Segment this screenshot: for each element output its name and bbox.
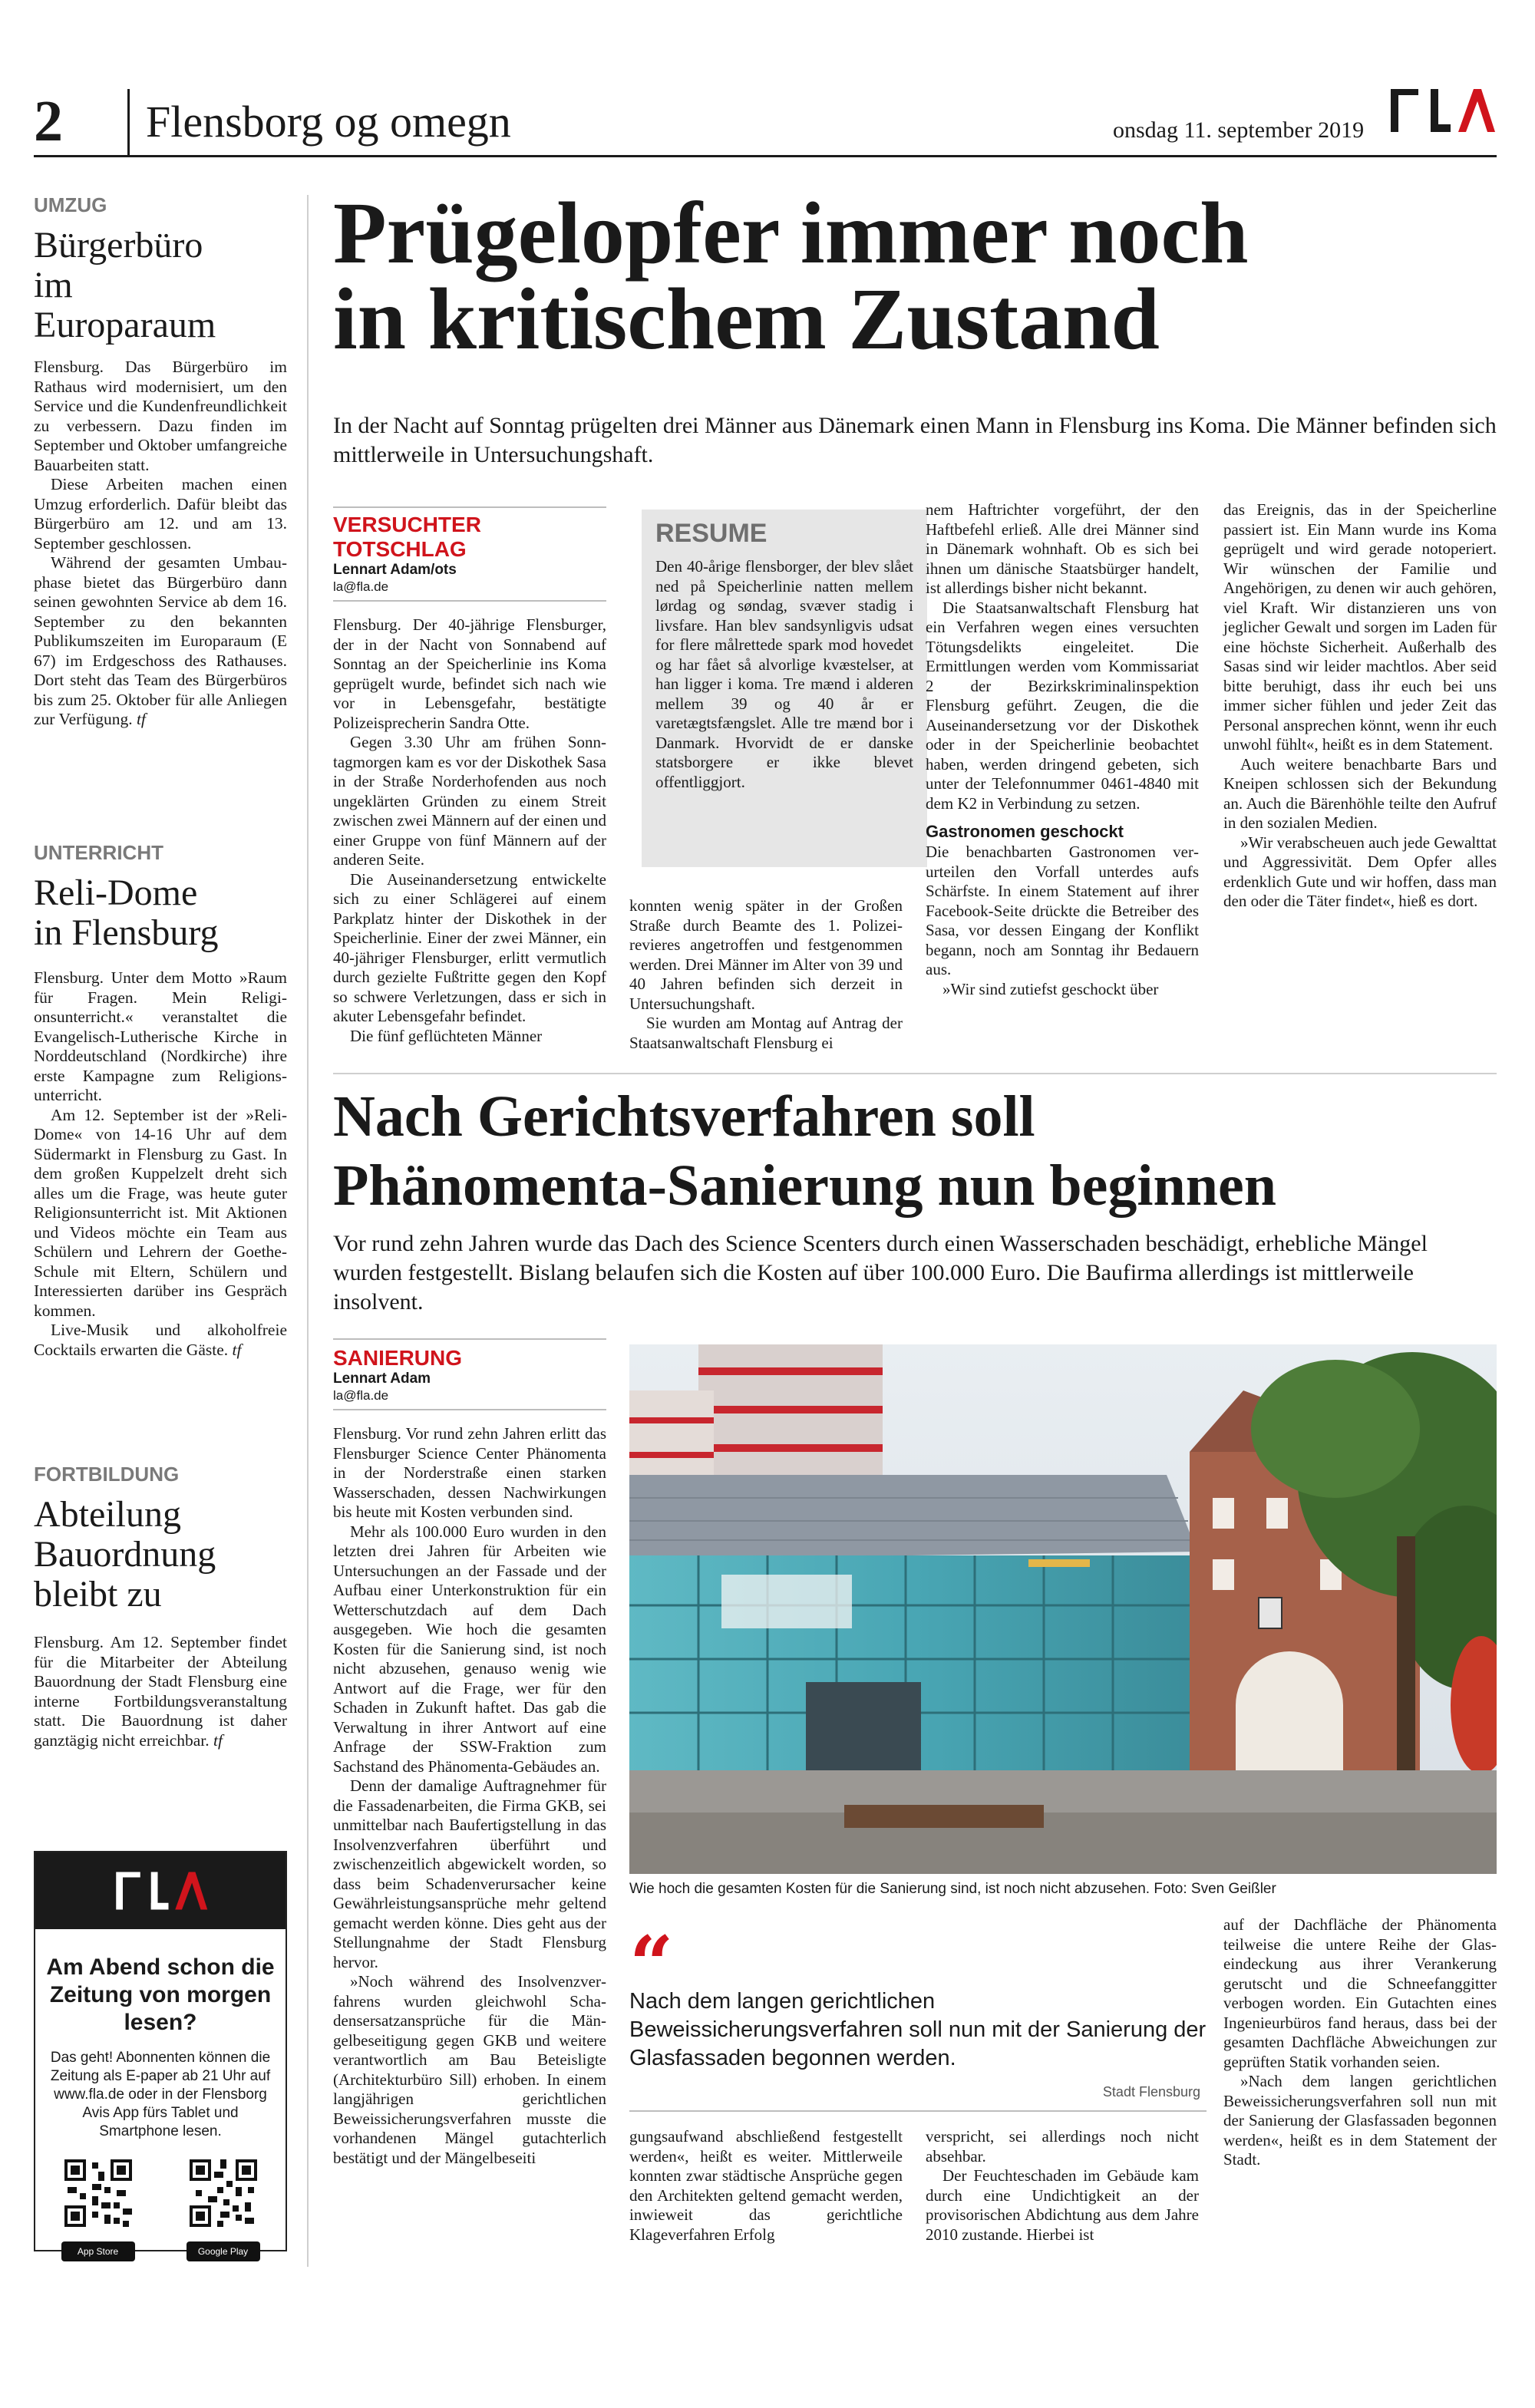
ad-headline: Am Abend schon die Zeitung von morgen lesen? bbox=[46, 1954, 275, 2035]
article2-column-3: verspricht, sei allerdings noch nicht absehbar. Der Feuchteschaden im Gebäude kam durch eine Undichtigkeit an der provisorischen Abdichtung aus dem Jahre 2010 zustande. Hierbei ist bbox=[926, 2127, 1199, 2244]
article2-kicker: SANIERUNG bbox=[333, 1346, 463, 1370]
article1-body: Flensburg. Der 40-jährige Flensburger, der in der Nacht von Sonnabend auf Sonntag an der Speicherlinie ins Koma geprügelt wurde, befindet sich nach wie vor in Lebensgefahr, bestätigte Polizeisprecherin Sandra Otte. Gegen 3.30 Uhr am frühen Sonntagmorgen kam es vor der Diskothek Sasa in der Straße Norderhofenden aus noch ungeklärten Gründen zu einem Streit zwischen zwei Männern auf der einen und einer Gruppe von fünf Männern auf der anderen Seite. Die Auseinandersetzung entwickelte sich zu einer Schlägerei auf einem Parkplatz hinter der Diskothek in der Speicherlinie. Einer der zwei Männer, ein 40-jähriger Flensburger, erlitt vermutlich durch gezielte Fußtritte gegen den Kopf so schwere Verletzungen, dass er sich in akuter Lebensgefahr befindet. Die fünf geflüchteten Männer bbox=[333, 615, 606, 1045]
article2-body: Flensburg. Vor rund zehn Jahren erlitt das Flensburger Science Center Phänomenta in der Norderstraße einen starken Wasserschaden, dessen Nachwirkungen bis heute mit Kosten verbunden sind. Mehr als 100.000 Euro wurden in den letzten drei Jahren für Arbeiten wie Untersuchungen an der Fassade und der Aufbau einer Unterkonstruktion für ein Wetterschutzdach auf dem Dach ausgegeben. Wie hoch die gesamten Kosten für die Sanierung sind, ist noch nicht abzusehen, genauso wenig wie Antwort auf die Frage, wer für den Schaden in Zukunft haftet. Das gab die Verwaltung in ihrer Antwort auf eine Anfrage der SSW-Fraktion zum Sachstand des Phänomenta-Gebäudes an. Denn der damalige Auftragnehmer für die Fassadenarbeiten, die Firma GKB, sei unmittelbar nach Baufertigstellung in das Insolvenzverfahren überführt und zwischenzeitlich abgewickelt worden, so dass beim Schadenverursacher keine Gewährleistungsansprüche mehr geltend gemacht werden könne. Dies geht aus der Stellungnahme der Stadt Flensburg hervor. »Noch während des Insolvenzverfahrens wurden gleichwohl Schadensersatzansprüche für die Mängelbeseitigung gegen GKB und weitere verantwortlich am Bau Beteisligte (Architekturbüro Sill) erhoben. In einem langjährigen gerichtlichen Beweissicherungsverfahren musste die vorhandenen Mängel gutachterlich bestätigt und der Mängelbeseiti bbox=[333, 1424, 606, 2167]
column-rule bbox=[333, 1338, 606, 1340]
column-rule bbox=[333, 506, 606, 508]
brief-kicker: UMZUG bbox=[34, 193, 107, 216]
section-title: Flensborg og omegn bbox=[146, 97, 511, 147]
article2-column-1 bbox=[333, 1338, 606, 2168]
brief-headline: Reli-Dome in Flensburg bbox=[34, 872, 219, 953]
quote-icon: “ bbox=[629, 1919, 674, 2010]
page-number: 2 bbox=[34, 89, 63, 153]
sidebar-divider bbox=[307, 195, 309, 2267]
masthead-rule bbox=[34, 155, 1497, 157]
article1-kicker: VERSUCHTER TOTSCHLAG bbox=[333, 513, 481, 561]
brief-fortbildung bbox=[34, 1463, 287, 1750]
brief-kicker: FORTBILDUNG bbox=[34, 1463, 180, 1486]
resume-title: RESUME bbox=[655, 519, 768, 548]
pull-quote: Nach dem langen gerichtlichen Beweissicherungsverfahren soll nun mit der Sanierung der Glasfassaden begonnen werden. bbox=[629, 1989, 1207, 2070]
phaenomenta-photo bbox=[629, 1344, 1497, 1874]
google-play-link[interactable] bbox=[187, 2156, 260, 2261]
resume-box bbox=[642, 510, 927, 867]
brief-umzug bbox=[34, 193, 287, 730]
brief-body: Flensburg. Am 12. September findet für die Mitarbeiter der Abteilung Bauordnung der Stadt Flensburg eine interne Fortbildungsveranstaltung statt. Die Bauordnung ist daher ganztägig nicht erreichbar. tf bbox=[34, 1633, 287, 1750]
quote-rule bbox=[629, 2110, 1207, 2112]
author-sign: tf bbox=[232, 1340, 242, 1359]
brief-headline: Bürgerbüro im Europaraum bbox=[34, 225, 216, 345]
article2-lead: Vor rund zehn Jahren wurde das Dach des Science Scenters durch einen Wasserschaden beschädigt, erhebliche Mängel wurden festgestellt. Bislang belaufen sich die Kosten auf über 100.000 Euro. Die Baufirma allerdings ist mittlerweile insolvent. bbox=[333, 1231, 1428, 1315]
brief-kicker: UNTERRICHT bbox=[34, 841, 163, 864]
article1-column-4: das Ereignis, das in der Speicherline passiert ist. Ein Mann wurde ins Koma geprügelt und wird gerade notoperiert. Wir wünschen der Familie und Angehörigen, zu denen wir auch gehören, viel Kraft. Wir distanzieren uns von jeglicher Gewalt und sorgen im Laden für eine höchste Sicherheit. Außerhalb des Sasas sind wir leider machtlos. Aber seid bitte beruhigt, dass ihr euch bei uns immer sicher fühlen und jeder Zeit das Personal ansprechen könnt, wenn ihr euch unwohl fühlt«, heißt es in dem Statement. Auch weitere benachbarte Bars und Kneipen schlossen sich der Bekundung an. Auch die Bärenhöhle teilte den Aufruf in den sozialen Medien. »Wir verabscheuen auch jede Gewalttat und Aggressivität. Dem Opfer alles erdenklich Gute und wir hoffen, dass man den oder die Täter findet«, hieß es dort. bbox=[1223, 500, 1497, 910]
ad-logo-bar bbox=[35, 1852, 286, 1929]
qr-code-icon bbox=[61, 2156, 135, 2230]
article2-byline: Lennart Adam bbox=[333, 1371, 431, 1387]
masthead-divider bbox=[127, 89, 130, 155]
fla-logo bbox=[1388, 86, 1495, 135]
article1-lead: In der Nacht auf Sonntag prügelten drei Männer aus Dänemark einen Mann in Flensburg ins Koma. Die Männer befinden sich mittlerweile in Untersuchungshaft. bbox=[333, 413, 1497, 467]
app-links bbox=[35, 2156, 286, 2261]
article2-headline: Nach Gerichtsverfahren soll Phänomenta-Sanierung nun beginnen bbox=[333, 1084, 1276, 1218]
article1-column-1 bbox=[333, 506, 606, 1046]
brief-unterricht bbox=[34, 841, 287, 1360]
article1-headline: Prügelopfer immer noch in kritischem Zustand bbox=[333, 184, 1249, 368]
article2-column-4: auf der Dachfläche der Phänomenta teilweise die untere Reihe der Glaseindeckung aus ihrer Verankerung gerutscht und die Schneefanggitter verbogen worden. Ein Gutachten eines Ingenieurbüros fand heraus, dass bei der gesamten Dachfläche Abweichungen zur geprüften Statik vorhanden seien. »Nach dem langen gerichtlichen Beweissicherungsverfahren soll nun mit der Sanierung der Glasfassaden begonnen werden«, heißt es in dem Statement der Stadt. bbox=[1223, 1915, 1497, 2169]
quote-source: Stadt Flensburg bbox=[1102, 2084, 1200, 2100]
article-separator bbox=[333, 1073, 1497, 1074]
author-sign: tf bbox=[136, 710, 146, 728]
brief-headline: Abteilung Bauordnung bleibt zu bbox=[34, 1494, 216, 1615]
article1-email[interactable]: la@fla.de bbox=[333, 579, 389, 594]
author-sign: tf bbox=[213, 1730, 223, 1750]
resume-text: Den 40-årige flensborger, der blev slået ned på Speicherlinie natten mellem lørdag og søndag, svæver stadig i livsfare. Han blev sandsynligvis udsat for flere målrettede spark mod hovedet og har fået så alvorlige kvæstelser, at han ligger i koma. Tre mænd i alderen mellem 39 og 40 år er varetægtsfængslet. Alle tre mænd bor i Danmark. Hvorvidt de er danske statsborgere er ikke blevet offentliggjort. bbox=[655, 557, 913, 791]
column-rule bbox=[333, 1409, 606, 1410]
article1-column-2: konnten wenig später in der Großen Straße durch Beamte des 1. Polizeirevieres angetroffen und festgenommen werden. Drei Männer im Alter von 39 und 40 Jahren befinden sich derzeit in Untersuchungshaft. Sie wurden am Montag auf Antrag der Staatsanwaltschaft Flensburg ei bbox=[629, 896, 903, 1052]
app-store-badge: App Store bbox=[61, 2241, 135, 2261]
article2-column-2: gungsaufwand abschließend festgestellt werden«, heißt es weiter. Mittlerweile konnten zwar städtische Ansprüche gegen den Architekten geltend gemacht werden, inwieweit das gerichtliche Klageverfahren Erfolg bbox=[629, 2127, 903, 2244]
epaper-ad[interactable] bbox=[34, 1851, 287, 2257]
qr-code-icon bbox=[187, 2156, 260, 2230]
photo-caption: Wie hoch die gesamten Kosten für die Sanierung sind, ist noch nicht abzusehen. Foto: Sven Geißler bbox=[629, 1881, 1276, 1897]
article1-subhead: Gastronomen geschockt bbox=[926, 822, 1124, 841]
brief-body: Flensburg. Das Bürgerbüro im Rathaus wird modernisiert, um den Service und die Kundenfreundlichkeit zu verbessern. Dazu finden im September und Oktober umfangreiche Bauarbeiten statt. Diese Arbeiten machen einen Umzug erforderlich. Dafür bleibt das Bürgerbüro am 12. und am 13. September geschlossen. Während der gesamten Umbauphase bietet das Bürgerbüro dann seinen gewohnten Service ab dem 16. September zu den bekannten Publikumszeiten im Europaraum (E 67) im Erdgeschoss des Rathauses. Dort steht das Team des Bürgerbüros bis zum 25. Oktober für alle Anliegen zur Verfügung. tf bbox=[34, 358, 287, 728]
article1-byline: Lennart Adam/ots bbox=[333, 562, 457, 578]
ad-text: Das geht! Abonnenten können die Zeitung als E-paper ab 21 Uhr auf www.fla.de oder in der Flensborg Avis App fürs Tablet und Smartphone lesen. bbox=[50, 2050, 271, 2139]
fla-logo bbox=[107, 1869, 214, 1912]
issue-date: onsdag 11. september 2019 bbox=[1113, 117, 1365, 143]
google-play-badge: Google Play bbox=[187, 2241, 260, 2261]
column-rule bbox=[333, 600, 606, 602]
app-store-link[interactable] bbox=[61, 2156, 135, 2261]
article1-column-3: nem Haftrichter vorgeführt, der den Haftbefehl erließ. Alle drei Männer sind in Dänemark wohnhaft. Ob es sich bei ihnen um dänische Staatsbürger handelt, ist allerdings bisher nicht bekannt. Die Staatsanwaltschaft Flensburg hat ein Verfahren wegen eines versuchten Tötungsdelikts eingeleitet. Die Ermittlungen werden vom Kommissariat 2 der Bezirkskriminalinspektion Flensburg geführt. Zeugen, die die Auseinandersetzung vor der Diskothek oder in der Speicherlinie beobachtet haben, werden dringend gebeten, sich unter der Telefonnummer 0461-4840 mit dem K2 in Verbindung zu setzen. Gastronomen geschockt Die benachbarten Gastronomen verurteilen den Vorfall unterdes aufs Schärfste. In einem Statement auf ihrer Facebook-Seite drückte die Betreiber des Sasa, vor dessen Eingang der Konflikt begann, noch am Sonntag ihr Bedauern aus. »Wir sind zutiefst geschockt über bbox=[926, 500, 1199, 998]
article2-email[interactable]: la@fla.de bbox=[333, 1388, 389, 1403]
brief-body: Flensburg. Unter dem Motto »Raum für Fragen. Mein Religionsunterricht.« veranstaltet die Evangelisch-Lutherische Kirche in Norddeutschland (Nordkirche) ihre erste Kampagne zum Religionsunterricht. Am 12. September ist der »Reli-Dome« von 14-16 Uhr auf dem Südermarkt in Flensburg zu Gast. In dem großen Kuppelzelt dreht sich alles um die Frage, was heute guter Religionsunterricht ist. Mit Aktionen und Videos möchte ein Team aus Schülern und Lehrern der Goethe-Schule mit Eltern, Schülern und Interessierten darüber ins Gespräch kommen. Live-Musik und alkoholfreie Cocktails erwarten die Gäste. tf bbox=[34, 968, 287, 1359]
